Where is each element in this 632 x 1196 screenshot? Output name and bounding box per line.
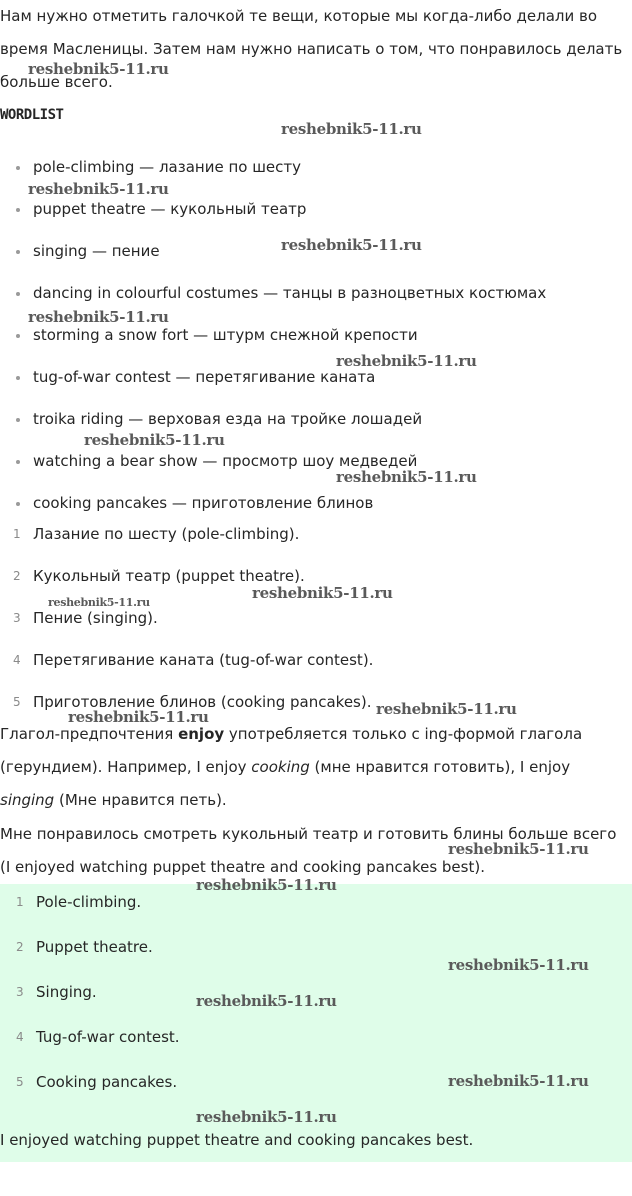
item-text: Лазание по шесту (pole-climbing). xyxy=(33,525,300,543)
keyword-enjoy: enjoy xyxy=(178,725,225,743)
list-item xyxy=(0,936,626,981)
item-text: Puppet theatre. xyxy=(36,938,153,956)
watermark: reshebnik5-11.ru xyxy=(28,60,169,78)
list-item: singing — пение xyxy=(0,241,626,283)
item-number: 3 xyxy=(13,611,21,625)
grammar-note: Глагол-предпочтения enjoy употребляется только с ing-формой глагола (герундием). Например, I enjoy cooking (мне нравится готовить), I enjoy singing (Мне нравится петь). xyxy=(0,725,583,809)
list-item: dancing in colourful costumes — танцы в разноцветных костюмах xyxy=(0,283,626,325)
list-item xyxy=(0,1071,626,1116)
watermark: reshebnik5-11.ru xyxy=(196,876,337,894)
item-number: 4 xyxy=(16,1030,24,1044)
item-text: Pole-climbing. xyxy=(36,893,142,911)
list-item: cooking pancakes — приготовление блинов xyxy=(0,493,626,535)
list-item: storming a snow fort — штурм снежной крепости xyxy=(0,325,626,367)
example-cooking: cooking xyxy=(251,758,310,776)
answer-list xyxy=(0,891,626,1116)
list-item: watching a bear show — просмотр шоу медведей xyxy=(0,451,626,493)
item-text: Singing. xyxy=(36,983,97,1001)
item-text: Cooking pancakes. xyxy=(36,1073,178,1091)
item-text: Приготовление блинов (cooking pancakes). xyxy=(33,693,372,711)
list-item xyxy=(0,981,626,1026)
item-number: 2 xyxy=(16,940,24,954)
translation-list xyxy=(0,524,626,734)
watermark: reshebnik5-11.ru xyxy=(376,700,517,718)
answer-sentence: I enjoyed watching puppet theatre and cooking pancakes best. xyxy=(0,1131,474,1149)
example-singing: singing xyxy=(0,791,55,809)
list-item: troika riding — верховая езда на тройке лошадей xyxy=(0,409,626,451)
wordlist xyxy=(0,157,626,535)
watermark: reshebnik5-11.ru xyxy=(281,120,422,138)
item-number: 5 xyxy=(16,1075,24,1089)
item-number: 2 xyxy=(13,569,21,583)
watermark: reshebnik5-11.ru xyxy=(196,992,337,1010)
watermark: reshebnik5-11.ru xyxy=(252,584,393,602)
list-item xyxy=(0,891,626,936)
watermark: reshebnik5-11.ru xyxy=(68,708,209,726)
watermark: reshebnik5-11.ru xyxy=(281,236,422,254)
watermark: reshebnik5-11.ru xyxy=(28,180,169,198)
item-text: Кукольный театр (puppet theatre). xyxy=(33,567,305,585)
watermark: reshebnik5-11.ru xyxy=(84,431,225,449)
list-item xyxy=(0,524,626,566)
watermark: reshebnik5-11.ru xyxy=(448,956,589,974)
list-item xyxy=(0,650,626,692)
item-text: Пение (singing). xyxy=(33,609,158,627)
item-number: 4 xyxy=(13,653,21,667)
item-number: 5 xyxy=(13,695,21,709)
item-text: Tug-of-war contest. xyxy=(36,1028,180,1046)
list-item xyxy=(0,608,626,650)
list-item: tug-of-war contest — перетягивание каната xyxy=(0,367,626,409)
list-item xyxy=(0,1026,626,1071)
list-item: pole-climbing — лазание по шесту xyxy=(0,157,626,199)
wordlist-heading: WORDLIST xyxy=(0,107,64,123)
watermark: reshebnik5-11.ru xyxy=(336,352,477,370)
watermark: reshebnik5-11.ru xyxy=(448,840,589,858)
watermark: reshebnik5-11.ru xyxy=(448,1072,589,1090)
watermark: reshebnik5-11.ru xyxy=(196,1108,337,1126)
item-number: 1 xyxy=(16,895,24,909)
list-item: puppet theatre — кукольный театр xyxy=(0,199,626,241)
item-number: 3 xyxy=(16,985,24,999)
summary-paragraph: Мне понравилось смотреть кукольный театр и готовить блины больше всего (I enjoyed watching puppet theatre and cooking pancakes best). xyxy=(0,825,617,876)
item-number: 1 xyxy=(13,527,21,541)
intro-paragraph: Нам нужно отметить галочкой те вещи, которые мы когда-либо делали во время Масленицы. Затем нам нужно написать о том, что понравилось делать больше всего. xyxy=(0,7,623,91)
watermark: reshebnik5-11.ru xyxy=(28,308,169,326)
watermark: reshebnik5-11.ru xyxy=(48,596,150,609)
list-item xyxy=(0,566,626,608)
answer-block xyxy=(0,884,632,1162)
watermark: reshebnik5-11.ru xyxy=(336,468,477,486)
item-text: Перетягивание каната (tug-of-war contest). xyxy=(33,651,374,669)
